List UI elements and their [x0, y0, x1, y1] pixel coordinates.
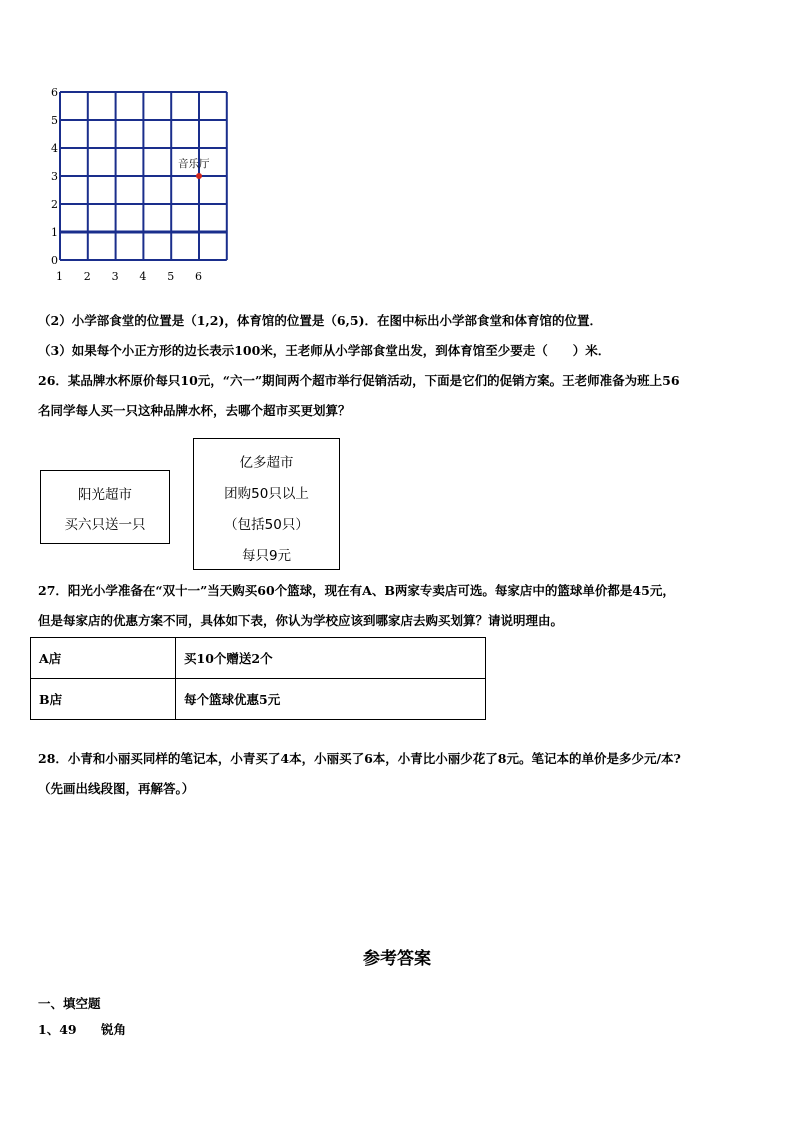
- y-tick-label: 3: [51, 170, 58, 183]
- store-cell: A店: [31, 638, 176, 679]
- box1-offer: 买六只送一只: [64, 517, 146, 533]
- yiduo-supermarket-box: [193, 438, 340, 570]
- q25-part2: （2）小学部食堂的位置是（1,2)，体育馆的位置是（6,5)．在图中标出小学部食堂和体育馆的位置．: [38, 313, 603, 328]
- y-tick-label: 2: [51, 198, 58, 211]
- x-tick-label: 3: [111, 270, 119, 283]
- table-row: [31, 638, 486, 679]
- concert-hall-point: [196, 173, 202, 179]
- y-tick-label: 5: [51, 114, 58, 127]
- offer-cell: 每个篮球优惠5元: [176, 679, 486, 720]
- box1-title: 阳光超市: [78, 487, 132, 503]
- table-row: [31, 679, 486, 720]
- y-tick-label: 6: [51, 88, 58, 99]
- store-cell: B店: [31, 679, 176, 720]
- yangguang-supermarket-box: [40, 470, 170, 544]
- x-tick-label: 2: [83, 270, 91, 283]
- x-tick-label: 4: [139, 270, 147, 283]
- y-tick-label: 0: [51, 254, 58, 267]
- concert-hall-label: 音乐厅: [178, 158, 210, 170]
- box2-offer: 团购50只以上: [224, 486, 309, 502]
- q27-text-line2: 但是每家店的优惠方案不同，具体如下表，你认为学校应该到哪家店去购买划算？请说明理由。: [38, 613, 564, 628]
- answer-item1-text: 锐角: [101, 1022, 127, 1037]
- q25-part3: （3）如果每个小正方形的边长表示100米，王老师从小学部食堂出发，到体育馆至少要走（ ）米．: [38, 343, 611, 358]
- answer-title: 参考答案: [363, 949, 431, 969]
- coordinate-grid: [40, 88, 240, 288]
- answer-section: 一、填空题: [38, 996, 101, 1011]
- q26-text-line2: 名同学每人买一只这种品牌水杯，去哪个超市买更划算？: [38, 403, 351, 418]
- x-tick-label: 6: [195, 270, 202, 283]
- box2-price: 每只9元: [241, 548, 292, 564]
- box2-condition: （包括50只）: [224, 517, 309, 533]
- y-tick-label: 1: [51, 226, 58, 239]
- x-tick-label: 1: [56, 270, 63, 283]
- store-offers-table: [30, 637, 486, 720]
- x-tick-label: 5: [167, 270, 175, 283]
- box2-title: 亿多超市: [239, 455, 294, 471]
- offer-cell: 买10个赠送2个: [176, 638, 486, 679]
- y-tick-label: 4: [51, 142, 58, 155]
- q27-text-line1: 27．阳光小学准备在“双十一”当天购买60个篮球，现在有A、B两家专卖店可选。每家店中的篮球单价都是45元，: [38, 583, 675, 598]
- answer-item1-number: 1、49: [38, 1022, 77, 1037]
- q28-text-line2: （先画出线段图，再解答。）: [38, 781, 195, 796]
- q28-text-line1: 28．小青和小丽买同样的笔记本，小青买了4本，小丽买了6本，小青比小丽少花了8元。笔记本的单价是多少元/本?: [38, 751, 681, 766]
- q26-text-line1: 26．某品牌水杯原价每只10元，“六一”期间两个超市举行促销活动，下面是它们的促销方案。王老师准备为班上56: [38, 373, 680, 388]
